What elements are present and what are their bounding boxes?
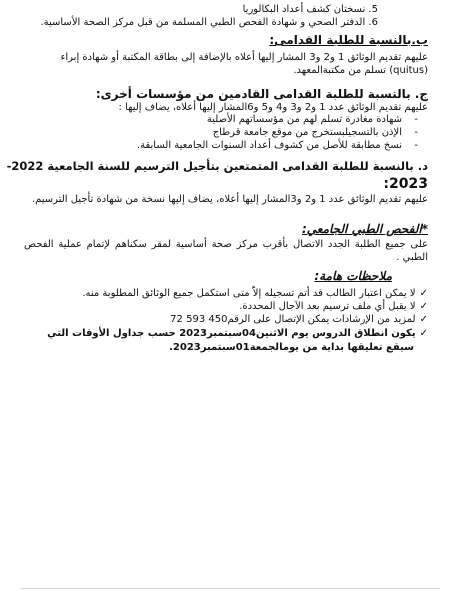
notes-heading: ملاحظات هامة: [314,269,392,283]
check-icon: ✓ [419,314,428,325]
section-d-heading-line2: 2023: [383,176,428,192]
note-item-1-text: لا يمكن اعتبار الطالب قد أتم تسجيله إلاّ متى استكمل جميع الوثائق المطلوبة منه. [82,288,416,299]
section-c-heading: ج. بالنسبة للطلبة القدامى القادمين من مؤسسات أخرى: [95,87,428,101]
section-b-body-line1: عليهم تقديم الوثائق 1 و2 و3 المشار إليها أعلاه بالإضافة إلى بطاقة المكتبة أو شهادة إبراء [60,52,428,63]
section-c-item-3-text: نسخ مطابقة للأصل من كشوف أعداد السنوات الجامعية السابقة. [136,140,402,151]
doc-item-6: 6. الدفتر الصحي و شهادة الفحص الطبي المسلمة من قبل مركز الصحة الأساسية. [40,17,378,28]
note-item-4-text-1: يكون انطلاق الدروس يوم الاثنين04سبتمبر2023 حسب جداول الأوقات التي [47,328,416,339]
section-c-item-1-text: شهادة مغادرة تسلم لهم من مؤسساتهم الأصلية [206,114,402,125]
note-item-2 [239,301,428,313]
bullet-dot-icon: - [414,114,418,125]
check-icon: ✓ [419,328,428,339]
section-b-heading: ب.بالنسبة للطلبة القدامى: [269,33,428,47]
bullet-dot-icon: - [414,127,418,138]
doc-item-5: 5. نسختان كشف أعداد البكالوريا [242,4,378,15]
bullet-dot-icon: - [414,140,418,151]
section-d-body: عليهم تقديم الوثائق عدد 1 و2 و3المشار إليها أعلاه، يضاف إليها نسخة من شهادة تأجيل الترسيم. [31,194,428,205]
check-icon: ✓ [419,288,428,299]
section-d-heading-line1: د. بالنسبة للطلبة القدامى المتمتعين بتأجيل الترسيم للسنة الجامعية 2022- [6,159,428,173]
section-c-item-2 [212,127,418,139]
page-bottom-rule [20,588,440,589]
medical-heading-text: الفحص الطبي الجامعي: [301,222,422,236]
note-item-1 [82,288,428,300]
note-item-3 [170,314,428,326]
medical-body: على جميع الطلبة الجدد الاتصال بأقرب مركز صحة أساسية لمقر سكناهم لإتمام عملية الفحص الطبي . [24,239,428,263]
section-c-item-2-text: الإذن بالتسجيلبستخرج من موقع جامعة قرطاج [212,127,402,138]
note-item-4-line1 [47,328,428,340]
asterisk-icon: * [421,222,428,236]
check-icon: ✓ [419,301,428,312]
note-item-3-text: لمزيد من الإرشادات يمكن الإتصال على الرقم450 593 72 [170,314,416,325]
section-c-item-3 [136,140,418,152]
note-item-2-text: لا يقبل أي ملف ترسيم بعد الآجال المحددة. [239,301,416,312]
note-item-4-line2: سيقع تعليقها بداية من يومالجمعة01سبتمبر2023. [169,342,414,353]
section-b-body-line2: (quitus) تسلم من مكتبةالمعهد. [293,65,428,76]
section-c-intro: عليهم تقديم الوثائق عدد 1 و2 و3 و4 و5 و6المشار إليها أعلاه، يضاف إليها : [118,102,428,113]
medical-heading [302,222,428,236]
section-c-item-1 [206,114,418,126]
